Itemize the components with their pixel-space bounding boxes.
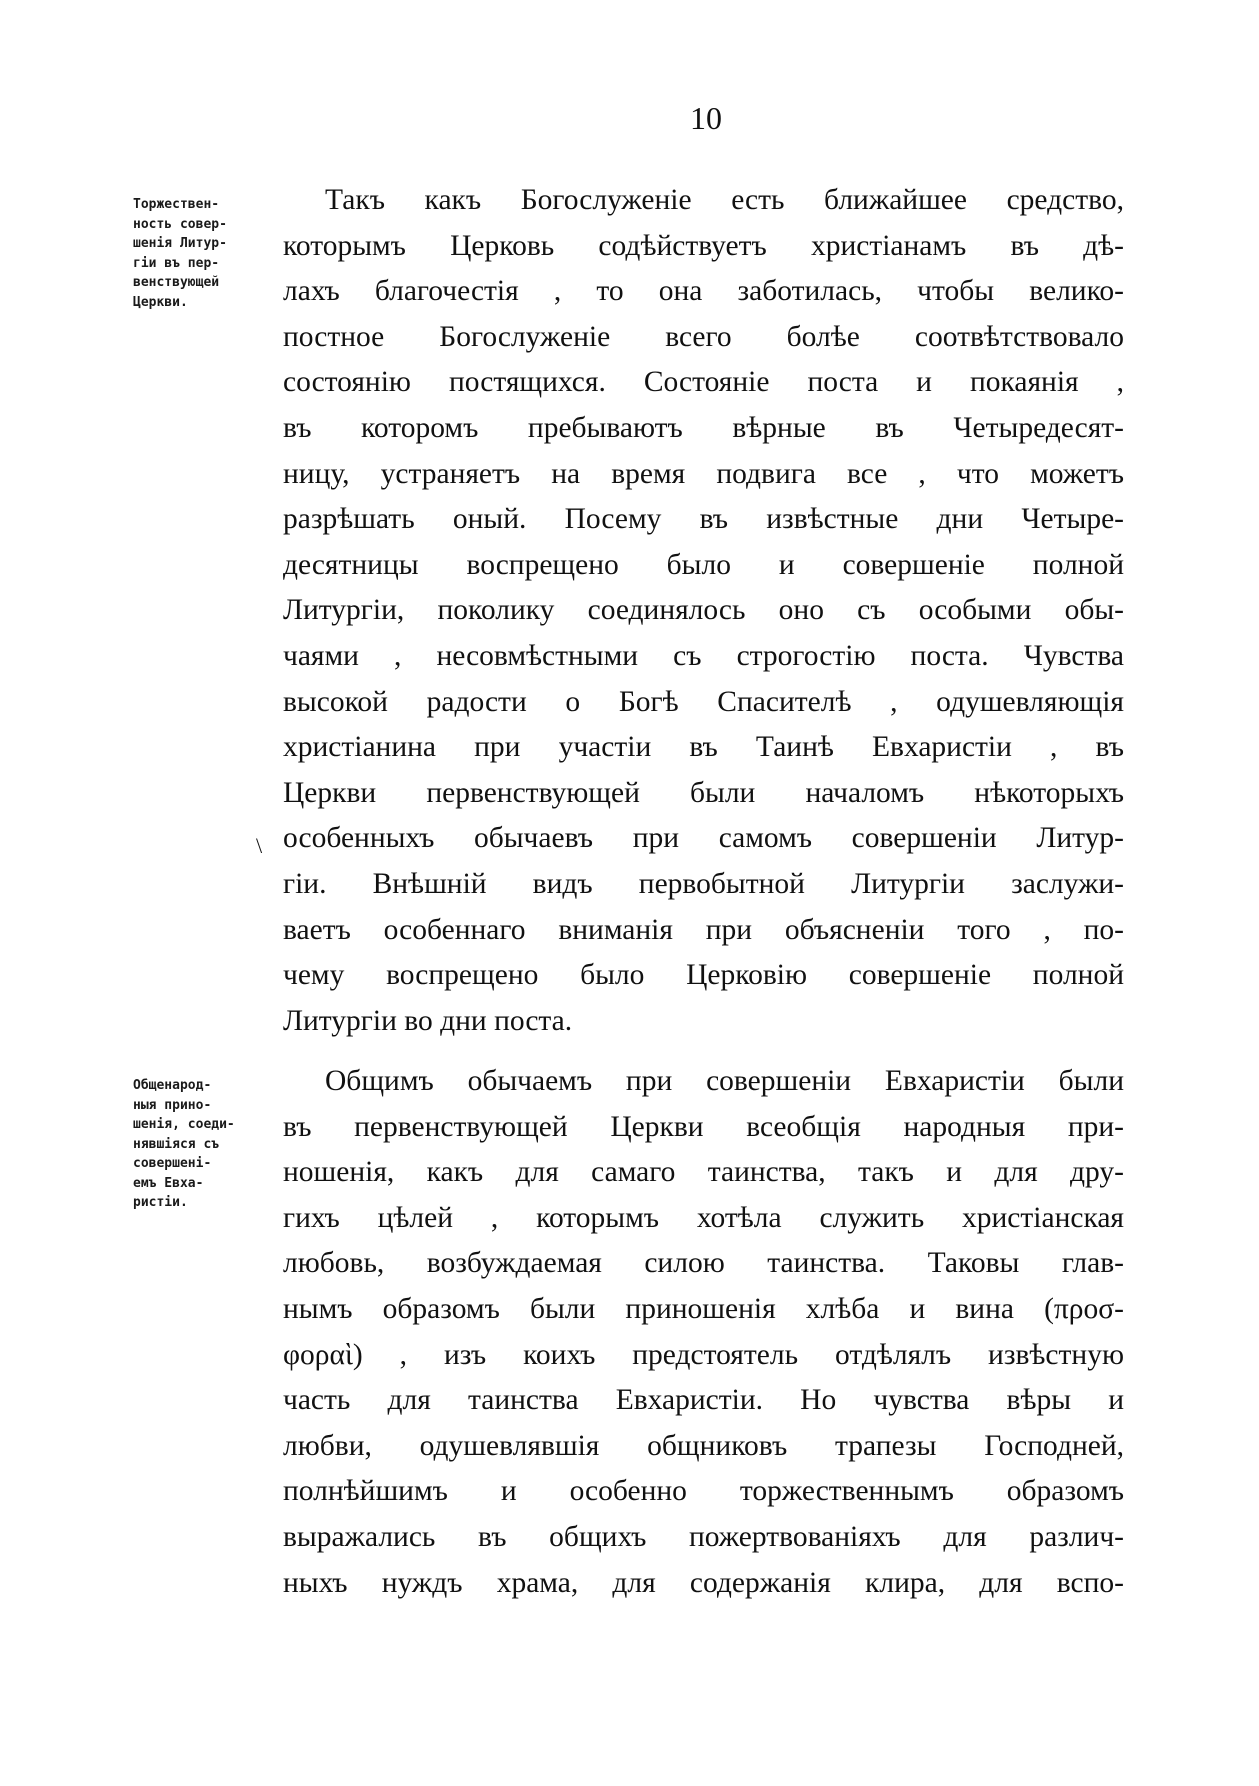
text-line: въ которомъ пребываютъ вѣрные въ Четыредесят- [283, 411, 1124, 444]
text-line: Общимъ обычаемъ при совершеніи Евхаристіи были [325, 1065, 1124, 1097]
text-line: выражались въ общихъ пожертвованіяхъ для различ- [283, 1520, 1124, 1553]
margin-note-line: совершені- [133, 1156, 212, 1171]
margin-note-line: ность совер- [133, 216, 227, 232]
page-number: 10 [690, 100, 722, 136]
text-line: нымъ образомъ были приношенія хлѣба и вина (προσ- [283, 1292, 1124, 1325]
margin-note-line: ристіи. [133, 1195, 188, 1210]
text-line: Церкви первенствующей были началомъ нѣкоторыхъ [283, 776, 1124, 809]
text-line: гихъ цѣлей , которымъ хотѣла служить христіанская [283, 1201, 1124, 1234]
margin-note-line: Торжествен- [133, 197, 220, 212]
paragraph-1 [283, 178, 1124, 1044]
text-line: гіи. Внѣшній видъ первобытной Литургіи заслужи- [283, 867, 1124, 900]
text-line: христіанина при участіи въ Таинѣ Евхаристіи , въ [283, 731, 1124, 764]
margin-note-1 [133, 195, 273, 312]
margin-note-line: ныя прино- [133, 1097, 212, 1113]
text-line: φοραὶ) , изъ коихъ предстоятель отдѣлялъ извѣстную [283, 1338, 1124, 1371]
margin-note-line: шенія, соеди- [133, 1117, 235, 1132]
text-line: высокой радости о Богѣ Спасителѣ , одушевляющія [283, 685, 1124, 718]
text-line: ницу, устраняетъ на время подвига все , что можетъ [283, 457, 1124, 490]
text-line: постное Богослуженіе всего болѣе соотвѣтствовало [283, 320, 1124, 353]
text-line: Литургіи, поколику соединялось оно съ особыми обы- [283, 594, 1124, 627]
text-line: состоянію постящихся. Состояніе поста и покаянія , [283, 366, 1124, 399]
text-line: ношенія, какъ для самаго таинства, такъ и для дру- [283, 1156, 1124, 1189]
stray-mark: \ [256, 833, 263, 858]
margin-note-2 [133, 1076, 273, 1213]
text-line: любовь, возбуждаемая силою таинства. Таковы глав- [283, 1247, 1124, 1280]
text-line: часть для таинства Евхаристіи. Но чувства вѣры и [283, 1384, 1124, 1417]
margin-note-line: шенія Литур- [133, 236, 227, 251]
text-line: ваетъ особеннаго вниманія при объясненіи того , по- [283, 913, 1124, 946]
text-line: особенныхъ обычаевъ при самомъ совершеніи Литур- [283, 822, 1124, 855]
text-line: въ первенствующей Церкви всеобщія народныя при- [283, 1110, 1124, 1143]
text-line: чему воспрещено было Церковію совершеніе полной [283, 959, 1124, 992]
margin-note-line: емъ Евха- [133, 1175, 204, 1191]
margin-note-line: нявшіяся съ [133, 1136, 220, 1152]
text-line: чаями , несовмѣстными съ строгостію поста. Чувства [283, 639, 1124, 672]
margin-note-line: Церкви. [133, 294, 188, 310]
margin-note-line: венствующей [133, 275, 220, 290]
text-line: лахъ благочестія , то она заботилась, чтобы велико- [283, 275, 1124, 308]
text-line: десятницы воспрещено было и совершеніе полной [283, 548, 1124, 581]
text-line: Литургіи во дни поста. [283, 1004, 573, 1037]
margin-note-line: гіи въ пер- [133, 255, 220, 271]
text-line: разрѣшать оный. Посему въ извѣстные дни Четыре- [283, 503, 1124, 536]
text-line: Такъ какъ Богослуженіе есть ближайшее средство, [325, 184, 1124, 216]
text-line: любви, одушевлявшія общниковъ трапезы Господней, [283, 1429, 1124, 1462]
text-line: ныхъ нуждъ храма, для содержанія клира, для вспо- [283, 1566, 1124, 1599]
margin-note-line: Общенарод- [133, 1078, 212, 1093]
paragraph-2 [283, 1059, 1124, 1606]
text-line: полнѣйшимъ и особенно торжественнымъ образомъ [283, 1475, 1124, 1508]
text-line: которымъ Церковь содѣйствуетъ христіанамъ въ дѣ- [283, 229, 1124, 262]
